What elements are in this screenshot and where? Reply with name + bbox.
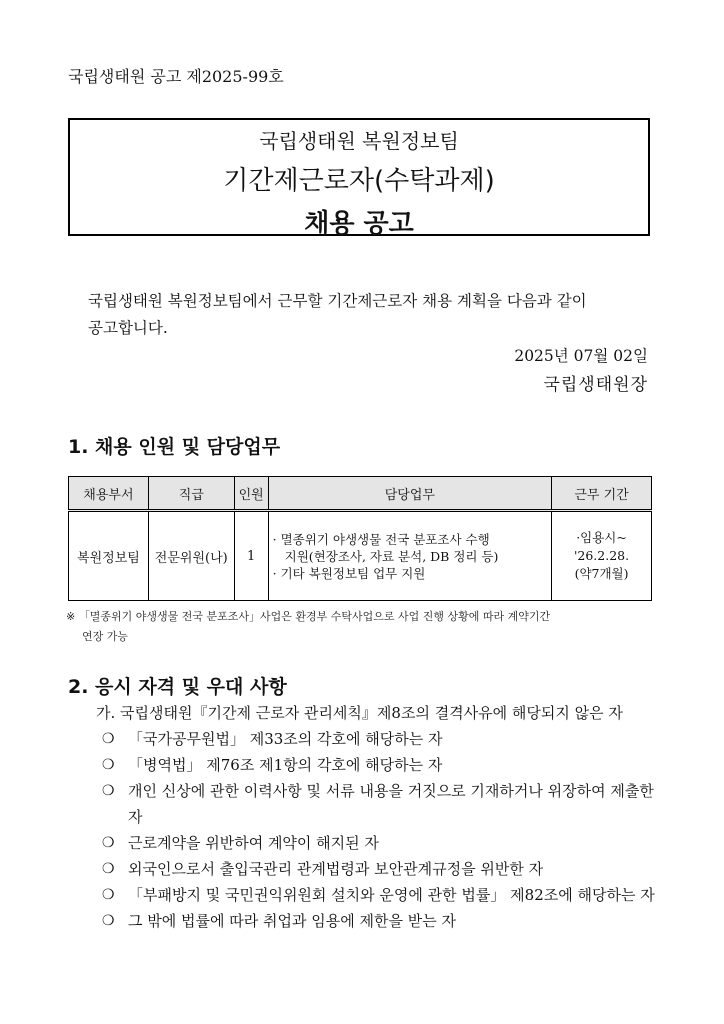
disqualification-list <box>102 726 662 934</box>
circle-bullet-icon: ❍ <box>102 783 115 799</box>
period-line-3: (약7개월) <box>574 566 629 581</box>
title-line-1: 국립생태원 복원정보팀 <box>259 129 459 153</box>
note-line-2: 연장 가능 <box>82 630 129 643</box>
list-item: ❍ 「부패방지 및 국민권익위원회 설치와 운영에 관한 법률」 제82조에 해당하는 자 <box>102 882 662 908</box>
header-department: 채용부서 <box>69 477 149 511</box>
list-item: ❍ 개인 신상에 관한 이력사항 및 서류 내용을 거짓으로 기재하거나 위장하여 제출한 자 <box>102 778 662 830</box>
duty-1-line-2: 지원(현장조사, 자료 분석, DB 정리 등) <box>284 548 499 564</box>
circle-bullet-icon: ❍ <box>102 887 115 903</box>
header-duties: 담당업무 <box>268 477 551 511</box>
title-box <box>68 118 650 239</box>
list-item: ❍ 외국인으로서 출입국관리 관계법령과 보안관계규정을 위반한 자 <box>102 856 662 882</box>
cell-duties <box>268 511 551 601</box>
list-item: ❍ 「국가공무원법」 제33조의 각호에 해당하는 자 <box>102 726 662 752</box>
section-2-heading: 2. 응시 자격 및 우대 사항 <box>68 676 287 698</box>
circle-bullet-icon: ❍ <box>102 757 115 773</box>
duty-2: · 기타 복원정보팀 업무 지원 <box>272 565 426 581</box>
circle-bullet-icon: ❍ <box>102 731 115 747</box>
table-header-row <box>69 477 652 511</box>
notice-date: 2025년 07월 02일 <box>514 347 648 365</box>
title-line-3: 채용 공고 <box>304 209 414 239</box>
sub-item-ga: 가. 국립생태원『기간제 근로자 관리세칙』제8조의 결격사유에 해당되지 않은 자 <box>96 704 623 722</box>
issuer: 국립생태원장 <box>543 375 648 395</box>
table-note <box>66 607 656 647</box>
list-item: ❍ 근로계약을 위반하여 계약이 해지된 자 <box>102 830 662 856</box>
notice-number: 국립생태원 공고 제2025-99호 <box>68 67 284 86</box>
cell-grade: 전문위원(나) <box>148 511 234 601</box>
cell-period <box>552 511 652 601</box>
circle-bullet-icon: ❍ <box>102 835 115 851</box>
circle-bullet-icon: ❍ <box>102 913 115 929</box>
note-line-1: ※ 「멸종위기 야생생물 전국 분포조사」사업은 환경부 수탁사업으로 사업 진행 상황에 따라 계약기간 <box>66 610 551 623</box>
intro-line-1: 국립생태원 복원정보팀에서 근무할 기간제근로자 채용 계획을 다음과 같이 <box>88 292 587 310</box>
intro-line-2: 공고합니다. <box>88 319 168 337</box>
circle-bullet-icon: ❍ <box>102 861 115 877</box>
header-period: 근무 기간 <box>552 477 652 511</box>
title-line-2: 기간제근로자(수탁과제) <box>223 166 495 196</box>
period-line-2: '26.2.28. <box>573 548 630 563</box>
list-item: ❍ 「병역법」 제76조 제1항의 각호에 해당하는 자 <box>102 752 662 778</box>
cell-department: 복원정보팀 <box>69 511 149 601</box>
table-row <box>69 511 652 601</box>
header-count: 인원 <box>234 477 268 511</box>
duty-1-line-1: · 멸종위기 야생생물 전국 분포조사 수행 <box>272 531 490 547</box>
header-grade: 직급 <box>148 477 234 511</box>
section-1-heading: 1. 채용 인원 및 담당업무 <box>68 436 281 458</box>
list-item: ❍ 그 밖에 법률에 따라 취업과 임용에 제한을 받는 자 <box>102 908 662 934</box>
recruitment-table <box>68 476 652 601</box>
period-line-1: ·임용시~ <box>576 530 627 545</box>
cell-count: 1 <box>234 511 268 601</box>
